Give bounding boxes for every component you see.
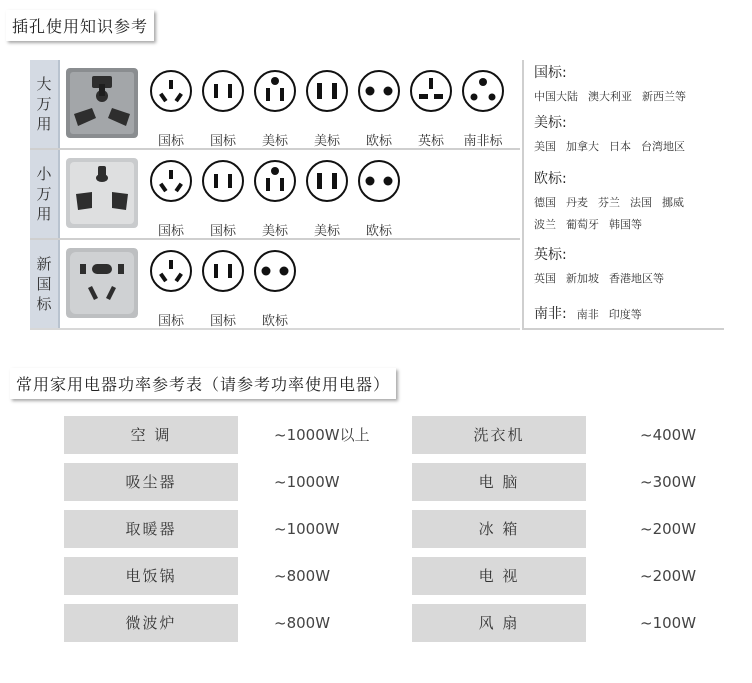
euro-round-plug-icon <box>356 158 402 239</box>
two-flat-plug-icon <box>200 158 246 239</box>
plug-standard-label: 欧标 <box>365 134 392 149</box>
country-name: 新加坡 <box>566 272 599 285</box>
appliance-power: ~100W <box>640 614 697 632</box>
plug-standard-label: 国标 <box>209 134 236 149</box>
row-label: 大万用 <box>30 60 58 148</box>
plug-standard-label: 国标 <box>209 224 236 239</box>
new-national-socket-photo <box>66 248 138 318</box>
us-ground-plug-icon <box>252 158 298 239</box>
appliance-name: 微波炉 <box>64 604 238 642</box>
row-label: 新国标 <box>30 240 58 328</box>
appliance-power: ~200W <box>640 567 697 585</box>
region-title: 南非: <box>534 306 567 322</box>
plug-standard-label: 欧标 <box>365 224 392 239</box>
socket-row-large-universal <box>30 60 520 150</box>
appliance-power: ~200W <box>640 520 697 538</box>
country-name: 芬兰 <box>598 196 620 209</box>
appliance-name: 电饭锅 <box>64 557 238 595</box>
socket-row-new-national <box>30 240 520 330</box>
socket-panel <box>30 60 723 328</box>
plug-standard-label: 国标 <box>157 314 184 329</box>
country-name: 印度等 <box>608 308 642 321</box>
region-country-line <box>534 194 694 210</box>
appliance-power: ~800W <box>274 614 331 632</box>
appliance-name: 电 脑 <box>412 463 586 501</box>
v-slant-plug-icon <box>148 248 194 329</box>
plug-standard-label: 美标 <box>261 224 288 239</box>
appliance-power: ~1000W <box>274 473 340 491</box>
plug-standard-label: 美标 <box>261 134 288 149</box>
country-name: 香港地区等 <box>609 272 664 285</box>
region-block <box>534 62 696 104</box>
region-title: 欧标: <box>534 171 567 187</box>
us-two-plug-icon <box>304 68 350 149</box>
region-country-line <box>534 270 674 286</box>
euro-round-plug-icon <box>252 248 298 329</box>
region-block <box>534 112 695 154</box>
country-name: 法国 <box>630 196 652 209</box>
country-name: 韩国等 <box>609 218 642 231</box>
country-name: 美国 <box>534 140 556 153</box>
sa-round-plug-icon <box>460 68 506 149</box>
country-name: 台湾地区 <box>641 140 685 153</box>
region-country-line <box>534 216 694 232</box>
v-slant-plug-icon <box>148 158 194 239</box>
plug-standard-label: 南非标 <box>463 134 503 149</box>
country-name: 新西兰等 <box>642 90 686 103</box>
appliance-name: 风 扇 <box>412 604 586 642</box>
region-country-line <box>534 138 695 154</box>
region-country-line <box>577 306 652 322</box>
region-title: 英标: <box>534 247 567 263</box>
v-slant-plug-icon <box>148 68 194 149</box>
large-universal-socket-photo <box>66 68 138 138</box>
country-name: 丹麦 <box>566 196 588 209</box>
appliance-name: 洗衣机 <box>412 416 586 454</box>
country-name: 日本 <box>609 140 631 153</box>
region-country-line <box>534 88 696 104</box>
country-name: 葡萄牙 <box>566 218 599 231</box>
appliance-power: ~1000W以上 <box>274 426 370 444</box>
appliance-name: 电 视 <box>412 557 586 595</box>
country-name: 澳大利亚 <box>588 90 632 103</box>
socket-row-small-universal <box>30 150 520 240</box>
socket-section-title: 插孔使用知识参考 <box>6 10 154 41</box>
plug-standard-label: 国标 <box>209 314 236 329</box>
country-name: 南非 <box>576 308 599 321</box>
plug-standard-label: 英标 <box>417 134 444 149</box>
appliance-power: ~1000W <box>274 520 340 538</box>
region-block <box>534 168 694 232</box>
region-block <box>534 244 674 286</box>
region-title: 国标: <box>534 65 567 81</box>
appliance-name: 取暖器 <box>64 510 238 548</box>
appliance-power: ~300W <box>640 473 697 491</box>
appliance-power: ~400W <box>640 426 697 444</box>
country-name: 中国大陆 <box>534 90 578 103</box>
country-name: 挪威 <box>662 196 684 209</box>
us-ground-plug-icon <box>252 68 298 149</box>
plug-standard-label: 国标 <box>157 134 184 149</box>
appliance-power: ~800W <box>274 567 331 585</box>
country-name: 英国 <box>534 272 556 285</box>
small-universal-socket-photo <box>66 158 138 228</box>
plug-standard-label: 欧标 <box>261 314 288 329</box>
plug-standard-label: 国标 <box>157 224 184 239</box>
region-block <box>534 300 652 323</box>
appliance-name: 冰 箱 <box>412 510 586 548</box>
uk-plug-icon <box>408 68 454 149</box>
two-flat-plug-icon <box>200 248 246 329</box>
appliance-name: 空 调 <box>64 416 238 454</box>
region-legend <box>522 60 724 330</box>
plug-standard-label: 美标 <box>313 134 340 149</box>
two-flat-plug-icon <box>200 68 246 149</box>
power-section-title: 常用家用电器功率参考表（请参考功率使用电器） <box>10 368 396 399</box>
country-name: 加拿大 <box>566 140 599 153</box>
country-name: 德国 <box>534 196 556 209</box>
country-name: 波兰 <box>534 218 556 231</box>
region-title: 美标: <box>534 115 567 131</box>
row-label: 小万用 <box>30 150 58 238</box>
appliance-name: 吸尘器 <box>64 463 238 501</box>
plug-standard-label: 美标 <box>313 224 340 239</box>
euro-round-plug-icon <box>356 68 402 149</box>
us-two-plug-icon <box>304 158 350 239</box>
